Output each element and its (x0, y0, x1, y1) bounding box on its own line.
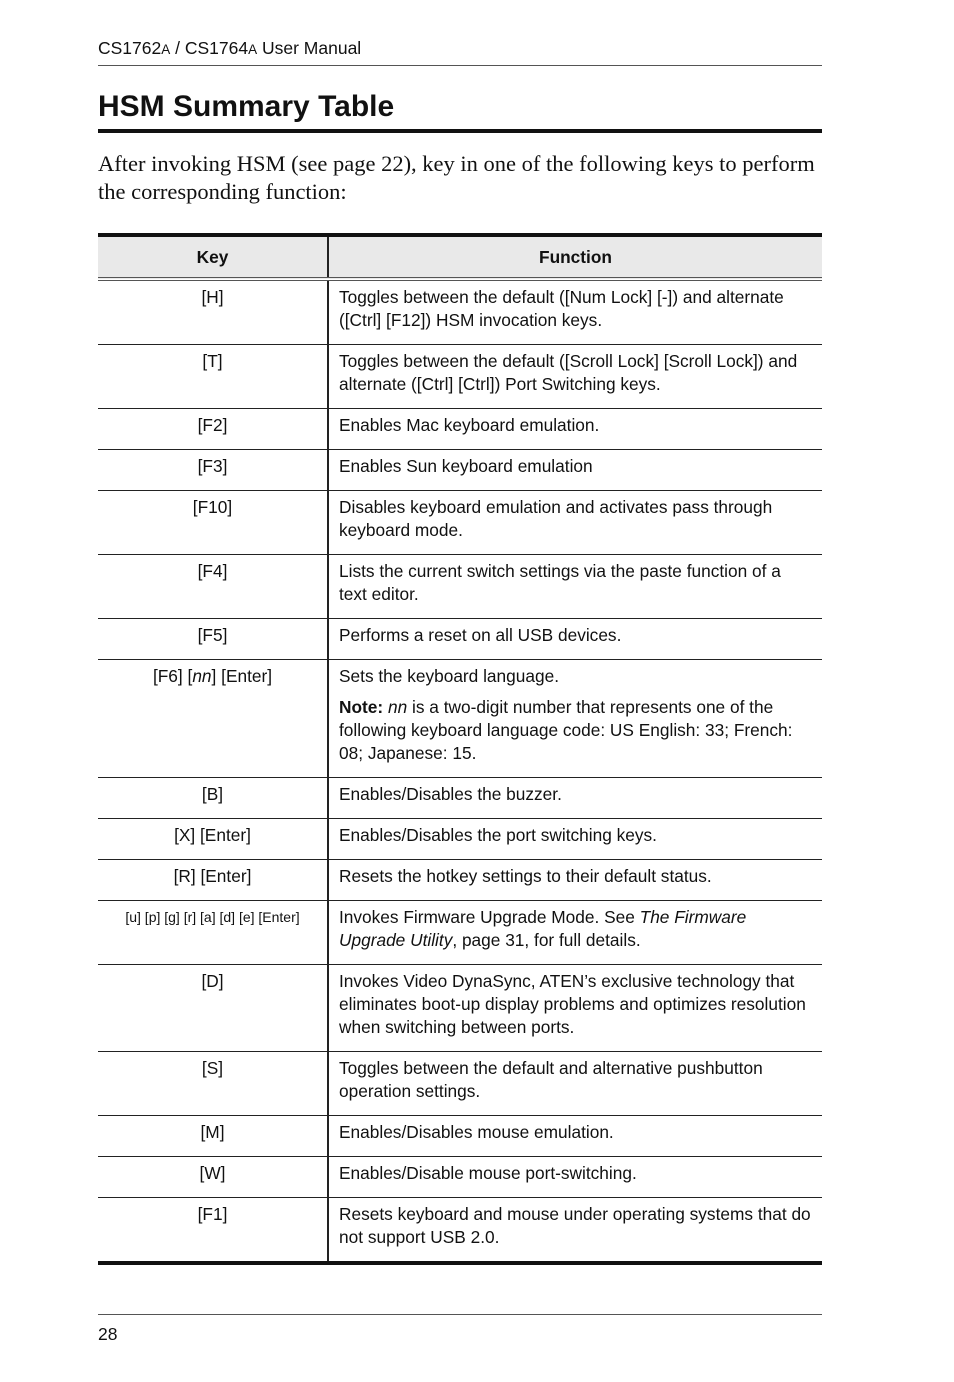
key-cell: [T] (98, 345, 328, 409)
function-reference: The Firmware Upgrade Utility (339, 907, 747, 950)
key-cell: [X] [Enter] (98, 819, 328, 860)
key-text: ] [Enter] (211, 666, 273, 686)
key-cell: [F4] (98, 555, 328, 619)
key-cell: [B] (98, 778, 328, 819)
key-cell: [F3] (98, 450, 328, 491)
function-cell: Toggles between the default ([Num Lock] [-]) and alternate ([Ctrl] [F12]) HSM invocation keys. (328, 279, 822, 345)
running-header (98, 37, 822, 66)
table-row (98, 1157, 822, 1198)
function-text: , page 31, for full details. (452, 930, 641, 950)
header-model-a: CS1762 (98, 38, 162, 58)
header-model-b-suffix: A (248, 42, 258, 57)
key-cell: [S] (98, 1052, 328, 1116)
note-variable: nn (387, 697, 408, 717)
key-cell: [F10] (98, 491, 328, 555)
function-cell: Invokes Video DynaSync, ATEN’s exclusive technology that eliminates boot-up display problems and optimizes resolution when switching between ports. (328, 965, 822, 1052)
intro-paragraph: After invoking HSM (see page 22), key in one of the following keys to perform the corresponding function: (98, 151, 815, 204)
note-label: Note: (339, 697, 384, 717)
function-cell: Enables/Disable mouse port-switching. (328, 1157, 822, 1198)
header-model-b: CS1764 (184, 38, 249, 58)
table-row (98, 450, 822, 491)
hsm-summary-table (98, 233, 822, 1265)
function-cell: Lists the current switch settings via the paste function of a text editor. (328, 555, 822, 619)
table-row (98, 901, 822, 965)
function-cell (328, 660, 822, 778)
table-row (98, 279, 822, 345)
table-row (98, 491, 822, 555)
key-cell: [u] [p] [g] [r] [a] [d] [e] [Enter] (98, 901, 328, 965)
function-text: Sets the keyboard language. (339, 666, 560, 686)
function-text: Invokes Firmware Upgrade Mode. See (339, 907, 640, 927)
footer-divider (98, 1314, 822, 1315)
function-cell: Resets keyboard and mouse under operating systems that do not support USB 2.0. (328, 1198, 822, 1264)
function-cell: Toggles between the default ([Scroll Lock] [Scroll Lock]) and alternate ([Ctrl] [Ctrl]) Port Switching keys. (328, 345, 822, 409)
function-cell: Toggles between the default and alternative pushbutton operation settings. (328, 1052, 822, 1116)
note-text: is a two-digit number that represents one of the following keyboard language code: US English: 33; French: 08; Japanese: 15. (339, 697, 793, 763)
column-header-key: Key (98, 235, 328, 279)
table-row (98, 965, 822, 1052)
function-cell: Enables/Disables the port switching keys. (328, 819, 822, 860)
function-cell: Performs a reset on all USB devices. (328, 619, 822, 660)
table-header-row (98, 235, 822, 279)
table-row (98, 778, 822, 819)
key-cell: [F1] (98, 1198, 328, 1264)
table-row (98, 1052, 822, 1116)
table-row (98, 1198, 822, 1264)
function-cell: Disables keyboard emulation and activates pass through keyboard mode. (328, 491, 822, 555)
function-cell: Resets the hotkey settings to their default status. (328, 860, 822, 901)
key-cell: [H] (98, 279, 328, 345)
key-cell: [F5] (98, 619, 328, 660)
page-number: 28 (98, 1324, 118, 1344)
table-row (98, 860, 822, 901)
function-cell: Enables/Disables mouse emulation. (328, 1116, 822, 1157)
header-manual-label: User Manual (257, 38, 362, 58)
table-row (98, 555, 822, 619)
key-cell: [F2] (98, 409, 328, 450)
key-cell (98, 660, 328, 778)
table-row (98, 619, 822, 660)
page-title: HSM Summary Table (98, 89, 822, 133)
table-row (98, 819, 822, 860)
table-row (98, 409, 822, 450)
key-cell: [R] [Enter] (98, 860, 328, 901)
key-cell: [D] (98, 965, 328, 1052)
function-note (339, 696, 812, 765)
function-cell: Enables Sun keyboard emulation (328, 450, 822, 491)
table-row (98, 345, 822, 409)
key-text: [F6] [ (152, 666, 193, 686)
header-model-a-suffix: A (161, 42, 171, 57)
function-cell (328, 901, 822, 965)
table-row (98, 1116, 822, 1157)
key-variable: nn (192, 666, 212, 686)
header-separator: / (170, 38, 185, 58)
key-cell: [M] (98, 1116, 328, 1157)
key-cell: [W] (98, 1157, 328, 1198)
function-cell: Enables/Disables the buzzer. (328, 778, 822, 819)
column-header-function: Function (328, 235, 822, 279)
function-cell: Enables Mac keyboard emulation. (328, 409, 822, 450)
table-row (98, 660, 822, 778)
